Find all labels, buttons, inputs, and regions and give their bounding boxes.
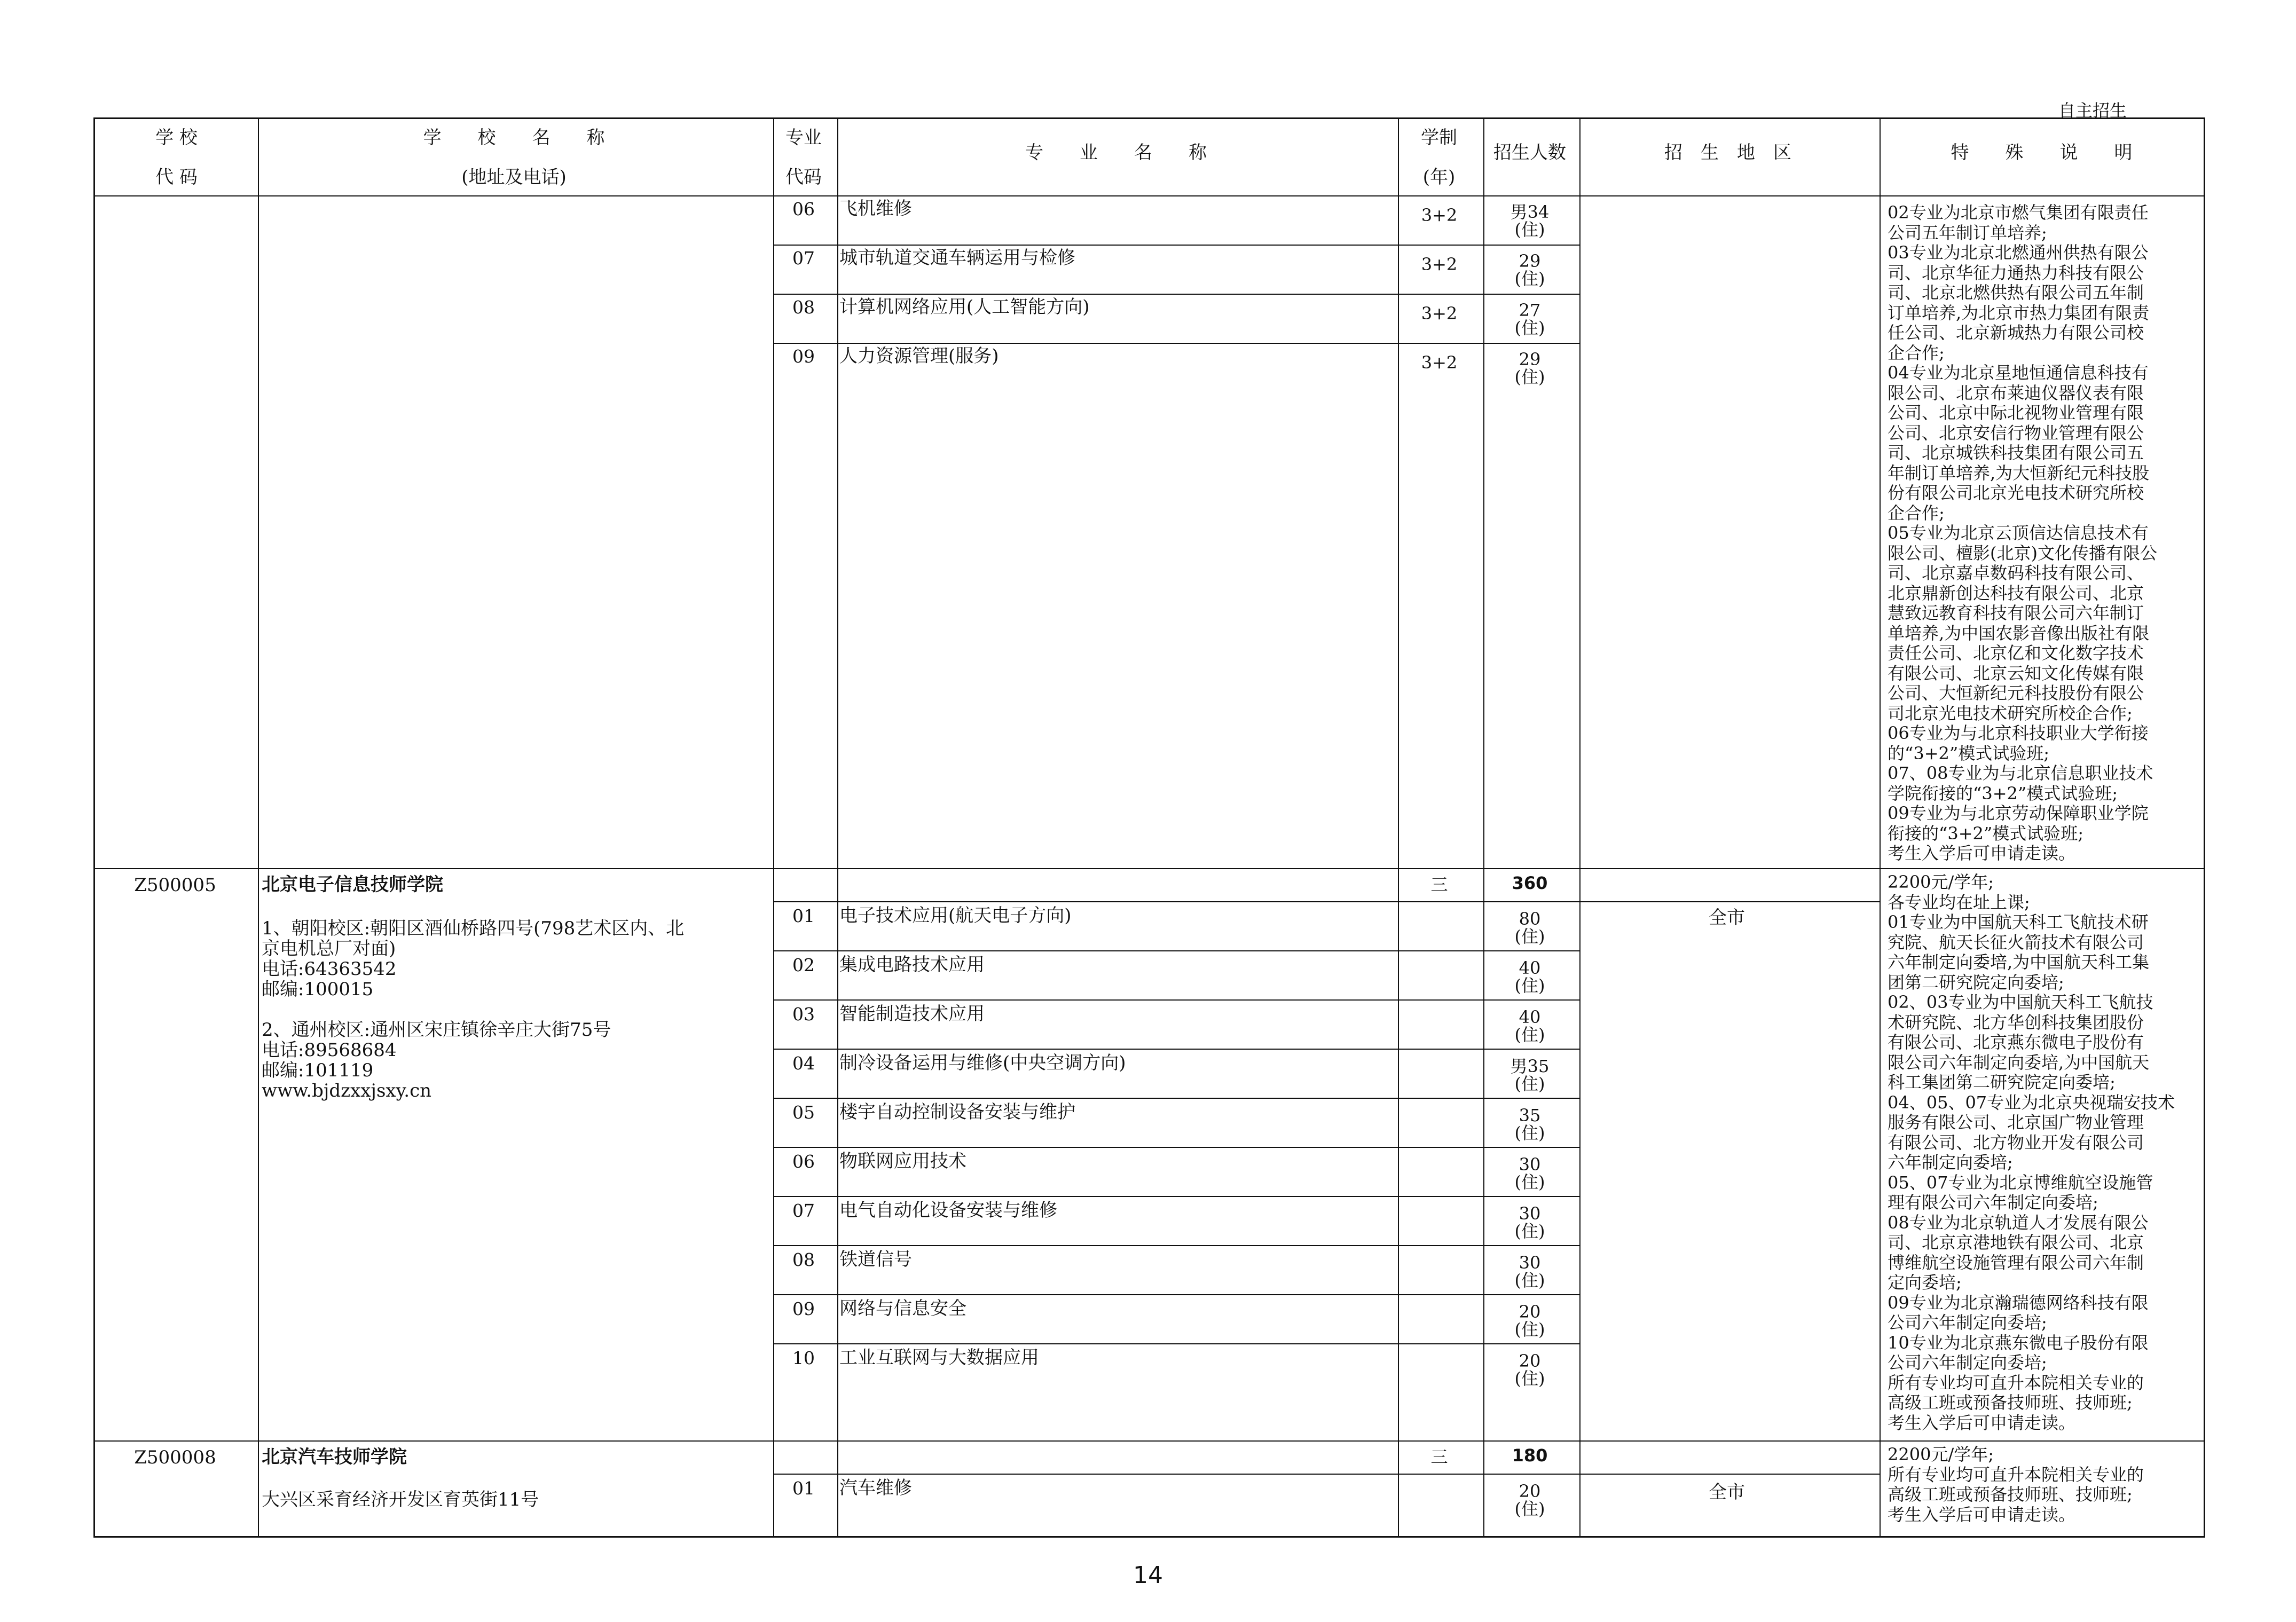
major-code: 02 <box>792 955 815 975</box>
page-number: 14 <box>1133 1562 1163 1589</box>
header-school-code-1: 学 校 <box>155 127 198 148</box>
major-code: 06 <box>792 199 815 219</box>
row-line <box>773 294 1579 295</box>
major-code: 07 <box>792 248 815 269</box>
col-line-2 <box>773 119 774 1536</box>
top-right-label: 自主招生 <box>2058 100 2127 121</box>
major-code: 09 <box>792 346 815 367</box>
enrollment-count: 30 <box>1519 1253 1541 1273</box>
major-code: 04 <box>792 1053 815 1074</box>
header-major-name: 专 业 名 称 <box>1025 142 1207 163</box>
enrollment-unit: (住) <box>1514 1368 1545 1389</box>
header-line <box>95 195 2204 196</box>
enrollment-unit: (住) <box>1514 1270 1545 1290</box>
enrollment-count: 29 <box>1519 251 1541 271</box>
header-region: 招 生 地 区 <box>1664 142 1791 163</box>
row-line <box>773 901 1880 902</box>
school-address: 大兴区采育经济开发区育英街11号 <box>262 1489 539 1510</box>
major-code: 10 <box>792 1348 815 1368</box>
enrollment-unit: (住) <box>1514 318 1545 338</box>
enrollment-count: 男35 <box>1510 1056 1550 1076</box>
enrollment-count: 35 <box>1519 1105 1541 1125</box>
enrollment-region: 全市 <box>1709 907 1745 928</box>
major-name: 汽车维修 <box>839 1477 912 1499</box>
major-name: 集成电路技术应用 <box>839 954 985 975</box>
row-line <box>773 1196 1579 1197</box>
enrollment-unit: (住) <box>1514 1123 1545 1143</box>
school-name: 北京汽车技师学院 <box>262 1446 407 1468</box>
special-notes: 02专业为北京市燃气集团有限责任 公司五年制订单培养; 03专业为北京北燃通州供热有限公 司、北京华征力通热力科技有限公 司、北京北燃供热有限公司五年制 订单培养,为北京市热力集团有限责 任公司、北京新城热力有限公司校 企合作; 04专业为北京星地恒通信息科技有 限公司、北京布莱迪仪器仪表有限 公司、北京中际北视物业管理有限 公司、北京安信行物业管理有限公 司、北京城铁科技集团有限公司五 年制订单培养,为大恒新纪元科技股 份有限公司北京光电技术研究所校 企合作; 05专业为北京云顶信达信息技术有 限公司、檀影(北京)文化传播有限公 司、北京嘉卓数码科技有限公司、 北京鼎新创达科技有限公司、北京 慧致远教育科技有限公司六年制订 单培养,为中国农影音像出版社有限 责任公司、北京亿和文化数字技术 有限公司、北京云知文化传媒有限 公司、大恒新纪元科技股份有限公 司北京光电技术研究所校企合作; 06专业为与北京科技职业大学衔接 的“3+2”模式试验班; 07、08专业为与北京信息职业技术 学院衔接的“3+2”模式试验班; 09专业为与北京劳动保障职业学院 衔接的“3+2”模式试验班; 考生入学后可申请走读。 <box>1888 202 2157 863</box>
row-line <box>773 1294 1579 1295</box>
duration: 3+2 <box>1421 254 1458 274</box>
row-line <box>773 245 1579 246</box>
row-line <box>773 1245 1579 1246</box>
enrollment-unit: (住) <box>1514 926 1545 947</box>
major-code: 05 <box>792 1102 815 1123</box>
enrollment-unit: (住) <box>1514 1025 1545 1045</box>
major-name: 智能制造技术应用 <box>839 1003 985 1025</box>
enrollment-unit: (住) <box>1514 1319 1545 1340</box>
col-line-6 <box>1579 119 1581 1536</box>
row-line <box>773 999 1579 1001</box>
enrollment-count: 27 <box>1519 300 1541 320</box>
col-line-3 <box>837 119 838 1536</box>
section-line <box>95 1440 2204 1442</box>
section-line <box>95 868 2204 869</box>
major-name: 工业互联网与大数据应用 <box>839 1347 1039 1368</box>
header-school-code-2: 代 码 <box>155 167 198 188</box>
enrollment-region: 全市 <box>1709 1482 1745 1503</box>
major-name: 电子技术应用(航天电子方向) <box>839 905 1072 926</box>
row-line <box>773 1049 1579 1050</box>
duration: 三 <box>1430 1447 1448 1467</box>
col-line-5 <box>1483 119 1484 1536</box>
school-address: 1、朝阳校区:朝阳区酒仙桥路四号(798艺术区内、北 京电机总厂对面) 电话:64363542 邮编:100015 2、通州校区:通州区宋庄镇徐辛庄大街75号 电话:89568684 邮编:101119 www.bjdzxxjsxy.cn <box>262 918 685 1101</box>
enrollment-total: 360 <box>1512 873 1548 893</box>
enrollment-count: 30 <box>1519 1154 1541 1175</box>
row-line <box>773 1474 1880 1475</box>
duration: 3+2 <box>1421 205 1458 225</box>
enrollment-count: 20 <box>1519 1481 1541 1501</box>
major-name: 计算机网络应用(人工智能方向) <box>839 296 1090 318</box>
major-name: 铁道信号 <box>839 1249 912 1270</box>
major-name: 网络与信息安全 <box>839 1298 966 1319</box>
major-code: 01 <box>792 1478 815 1499</box>
major-name: 楼宇自动控制设备安装与维护 <box>839 1101 1075 1123</box>
header-duration-2: (年) <box>1422 167 1456 188</box>
header-major-code-1: 专业 <box>785 127 822 148</box>
major-name: 飞机维修 <box>839 198 912 219</box>
enrollment-unit: (住) <box>1514 1172 1545 1192</box>
major-name: 人力资源管理(服务) <box>839 345 999 367</box>
col-line-1 <box>258 119 259 1536</box>
major-code: 08 <box>792 297 815 318</box>
enrollment-unit: (住) <box>1514 1074 1545 1094</box>
major-code: 03 <box>792 1004 815 1025</box>
duration: 三 <box>1430 875 1448 895</box>
col-line-7 <box>1880 119 1881 1536</box>
major-code: 06 <box>792 1151 815 1172</box>
row-line <box>773 950 1579 951</box>
row-line <box>773 1343 1579 1344</box>
major-code: 09 <box>792 1298 815 1319</box>
enrollment-unit: (住) <box>1514 975 1545 996</box>
enrollment-unit: (住) <box>1514 1221 1545 1241</box>
major-name: 电气自动化设备安装与维修 <box>839 1200 1057 1221</box>
enrollment-unit: (住) <box>1514 219 1545 240</box>
enrollment-count: 80 <box>1519 909 1541 929</box>
enrollment-count: 20 <box>1519 1351 1541 1371</box>
enrollment-count: 男34 <box>1510 202 1550 222</box>
major-name: 制冷设备运用与维修(中央空调方向) <box>839 1052 1126 1074</box>
enrollment-count: 29 <box>1519 349 1541 369</box>
major-code: 08 <box>792 1249 815 1270</box>
header-enrollment: 招生人数 <box>1493 142 1566 163</box>
enrollment-count: 30 <box>1519 1203 1541 1224</box>
row-line <box>773 1098 1579 1099</box>
major-code: 01 <box>792 906 815 926</box>
school-name: 北京电子信息技师学院 <box>262 874 443 895</box>
header-major-code-2: 代码 <box>785 167 822 188</box>
enrollment-count: 40 <box>1519 958 1541 978</box>
enrollment-unit: (住) <box>1514 269 1545 289</box>
major-name: 城市轨道交通车辆运用与检修 <box>839 247 1075 269</box>
enrollment-count: 40 <box>1519 1007 1541 1027</box>
header-school-name-1: 学 校 名 称 <box>423 127 605 148</box>
header-notes: 特 殊 说 明 <box>1951 142 2133 163</box>
major-code: 07 <box>792 1200 815 1221</box>
enrollment-unit: (住) <box>1514 1499 1545 1519</box>
special-notes: 2200元/学年; 所有专业均可直升本院相关专业的 高级工班或预备技师班、技师班; 考生入学后可申请走读。 <box>1888 1444 2144 1525</box>
school-code: Z500008 <box>134 1447 216 1468</box>
special-notes: 2200元/学年; 各专业均在址上课; 01专业为中国航天科工飞航技术研 究院、航天长征火箭技术有限公司 六年制定向委培,为中国航天科工集 团第二研究院定向委培; 02、03专业为中国航天科工飞航技 术研究院、北方华创科技集团股份 有限公司、北京燕东微电子股份有 限公司六年制定向委培,为中国航天 科工集团第二研究院定向委培; 04、05、07专业为北京央视瑞安技术 服务有限公司、北京国广物业管理 有限公司、北方物业开发有限公司 六年制定向委培; 05、07专业为北京博维航空设施管 理有限公司六年制定向委培; 08专业为北京轨道人才发展有限公 司、北京京港地铁有限公司、北京 博维航空设施管理有限公司六年制 定向委培; 09专业为北京瀚瑞德网络科技有限 公司六年制定向委培; 10专业为北京燕东微电子股份有限 公司六年制定向委培; 所有专业均可直升本院相关专业的 高级工班或预备技师班、技师班; 考生入学后可申请走读。 <box>1888 872 2175 1433</box>
row-line <box>773 1147 1579 1148</box>
enrollment-count: 20 <box>1519 1302 1541 1322</box>
enrollment-total: 180 <box>1512 1445 1548 1466</box>
col-line-4 <box>1398 119 1399 1536</box>
duration: 3+2 <box>1421 303 1458 324</box>
header-school-name-2: (地址及电话) <box>461 167 567 188</box>
school-code: Z500005 <box>134 875 216 896</box>
duration: 3+2 <box>1421 352 1458 373</box>
header-duration-1: 学制 <box>1421 127 1457 148</box>
row-line <box>773 343 1579 344</box>
enrollment-unit: (住) <box>1514 367 1545 387</box>
major-name: 物联网应用技术 <box>839 1151 966 1172</box>
